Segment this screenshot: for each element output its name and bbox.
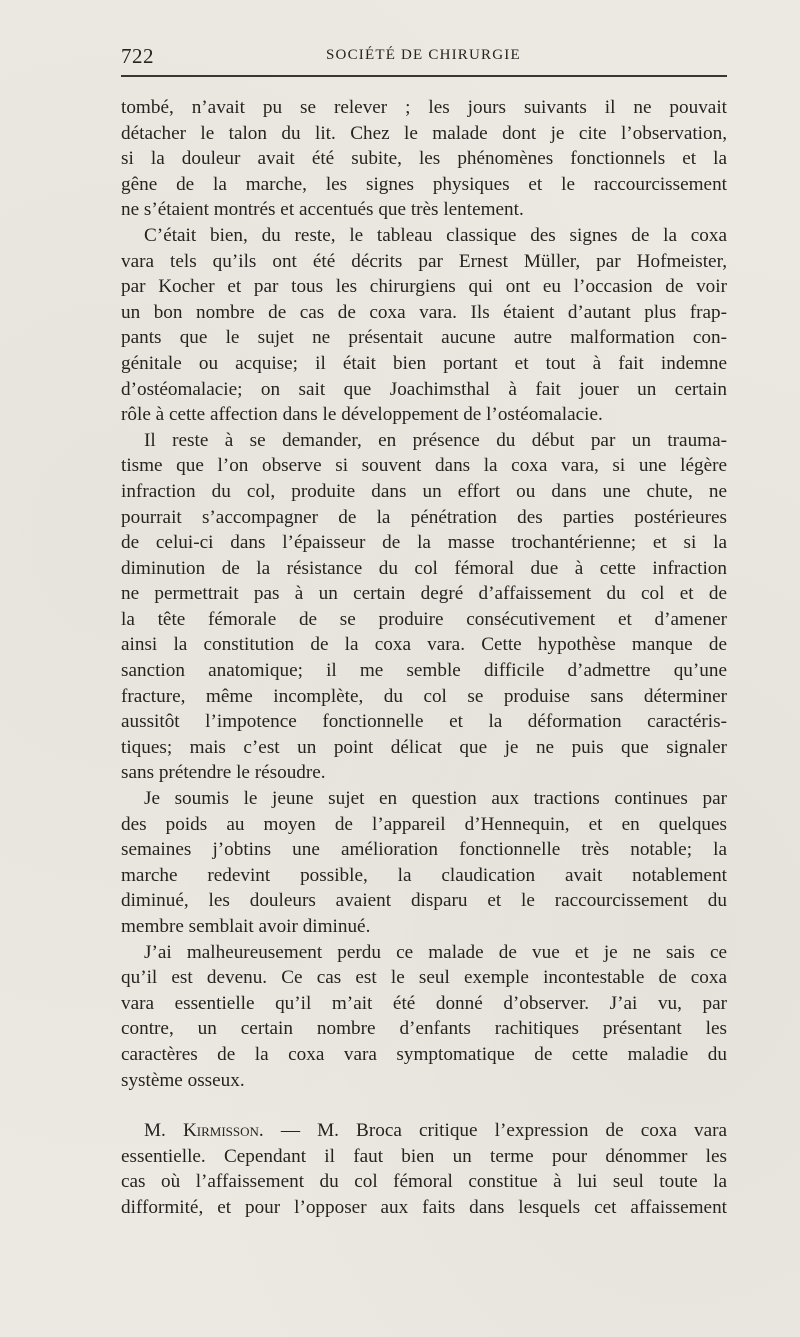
text-line: système osseux. bbox=[121, 1069, 245, 1091]
speaker-paragraph bbox=[121, 1118, 727, 1220]
text-line: J’ai malheureusement perdu ce malade de vue et je ne sais ce bbox=[144, 941, 727, 963]
page-number: 722 bbox=[121, 44, 154, 68]
paragraph-5 bbox=[121, 940, 727, 1094]
text-line: par Kocher et par tous les chirurgiens qui ont eu l’occasion de voir bbox=[121, 276, 727, 298]
text-line: essentielle. Cependant il faut bien un terme pour dénommer les bbox=[121, 1145, 727, 1167]
speaker-first-line: — M. Broca critique l’expression de coxa vara bbox=[280, 1120, 728, 1142]
text-line: rôle à cette affection dans le développement de l’ostéomalacie. bbox=[121, 404, 603, 426]
header-rule bbox=[121, 75, 727, 77]
text-line: des poids au moyen de l’appareil d’Hennequin, et en quelques bbox=[121, 813, 727, 835]
text-line: difformité, et pour l’opposer aux faits dans lesquels cet affaissement bbox=[121, 1196, 727, 1218]
text-line: aussitôt l’impotence fonctionnelle et la déformation caractéris- bbox=[121, 711, 727, 733]
text-line: cas où l’affaissement du col fémoral constitue à lui seul toute la bbox=[121, 1171, 727, 1193]
text-line: diminué, les douleurs avaient disparu et le raccourcissement du bbox=[121, 890, 727, 912]
text-line: marche redevint possible, la claudication avait notablement bbox=[121, 864, 727, 886]
text-line: ne permettrait pas à un certain degré d’affaissement du col et de bbox=[121, 583, 727, 605]
text-line: Je soumis le jeune sujet en question aux tractions continues par bbox=[144, 788, 727, 810]
text-line: diminution de la résistance du col fémoral due à cette infraction bbox=[121, 557, 727, 579]
text-line: infraction du col, produite dans un effort ou dans une chute, ne bbox=[121, 480, 727, 502]
text-line: la tête fémorale de se produire consécutivement et d’amener bbox=[121, 608, 727, 630]
text-line: génitale ou acquise; il était bien portant et tout à fait indemne bbox=[121, 352, 727, 374]
text-line: pourrait s’accompagner de la pénétration des parties postérieures bbox=[121, 506, 727, 528]
body-text bbox=[121, 95, 727, 1221]
text-line: qu’il est devenu. Ce cas est le seul exemple incontestable de coxa bbox=[121, 967, 727, 989]
text-line: ne s’étaient montrés et accentués que très lentement. bbox=[121, 199, 524, 221]
text-line: Il reste à se demander, en présence du début par un trauma- bbox=[144, 429, 727, 451]
text-line: vara tels qu’ils ont été décrits par Ernest Müller, par Hofmeister, bbox=[121, 250, 727, 272]
text-line: si la douleur avait été subite, les phénomènes fonctionnels et la bbox=[121, 148, 727, 170]
page-header bbox=[121, 44, 727, 70]
paragraph-1 bbox=[121, 95, 727, 223]
text-line: fracture, même incomplète, du col se produise sans déterminer bbox=[121, 685, 727, 707]
text-line: un bon nombre de cas de coxa vara. Ils étaient d’autant plus frap- bbox=[121, 301, 727, 323]
text-line: pants que le sujet ne présentait aucune autre malformation con- bbox=[121, 327, 727, 349]
paragraph-gap bbox=[121, 1093, 727, 1118]
text-line: gêne de la marche, les signes physiques et le raccourcissement bbox=[121, 173, 727, 195]
text-line: caractères de la coxa vara symptomatique de cette maladie du bbox=[121, 1043, 727, 1065]
text-line: de celui-ci dans l’épaisseur de la masse trochantérienne; et si la bbox=[121, 532, 727, 554]
text-line: ainsi la constitution de la coxa vara. Cette hypothèse manque de bbox=[121, 634, 727, 656]
text-line: C’était bien, du reste, le tableau classique des signes de la coxa bbox=[144, 224, 727, 246]
text-line bbox=[121, 1118, 727, 1144]
text-line: détacher le talon du lit. Chez le malade dont je cite l’observation, bbox=[121, 122, 727, 144]
paragraph-3 bbox=[121, 428, 727, 786]
speaker-name: M. Kirmisson. bbox=[144, 1120, 264, 1142]
paragraph-4 bbox=[121, 786, 727, 940]
text-line: tiques; mais c’est un point délicat que je ne puis que signaler bbox=[121, 736, 727, 758]
text-line: vara essentielle qu’il m’ait été donné d’observer. J’ai vu, par bbox=[121, 992, 727, 1014]
text-line: tisme que l’on observe si souvent dans la coxa vara, si une légère bbox=[121, 455, 727, 477]
text-line: membre semblait avoir diminué. bbox=[121, 916, 371, 937]
text-line: sans prétendre le résoudre. bbox=[121, 762, 326, 784]
paragraph-2 bbox=[121, 223, 727, 428]
text-line: sanction anatomique; il me semble difficile d’admettre qu’une bbox=[121, 660, 727, 682]
text-line: contre, un certain nombre d’enfants rachitiques présentant les bbox=[121, 1018, 727, 1040]
running-head: SOCIÉTÉ DE CHIRURGIE bbox=[326, 47, 521, 63]
text-line: semaines j’obtins une amélioration fonctionnelle très notable; la bbox=[121, 839, 727, 861]
text-line: d’ostéomalacie; on sait que Joachimsthal à fait jouer un certain bbox=[121, 378, 727, 400]
text-line: tombé, n’avait pu se relever ; les jours suivants il ne pouvait bbox=[121, 97, 727, 118]
